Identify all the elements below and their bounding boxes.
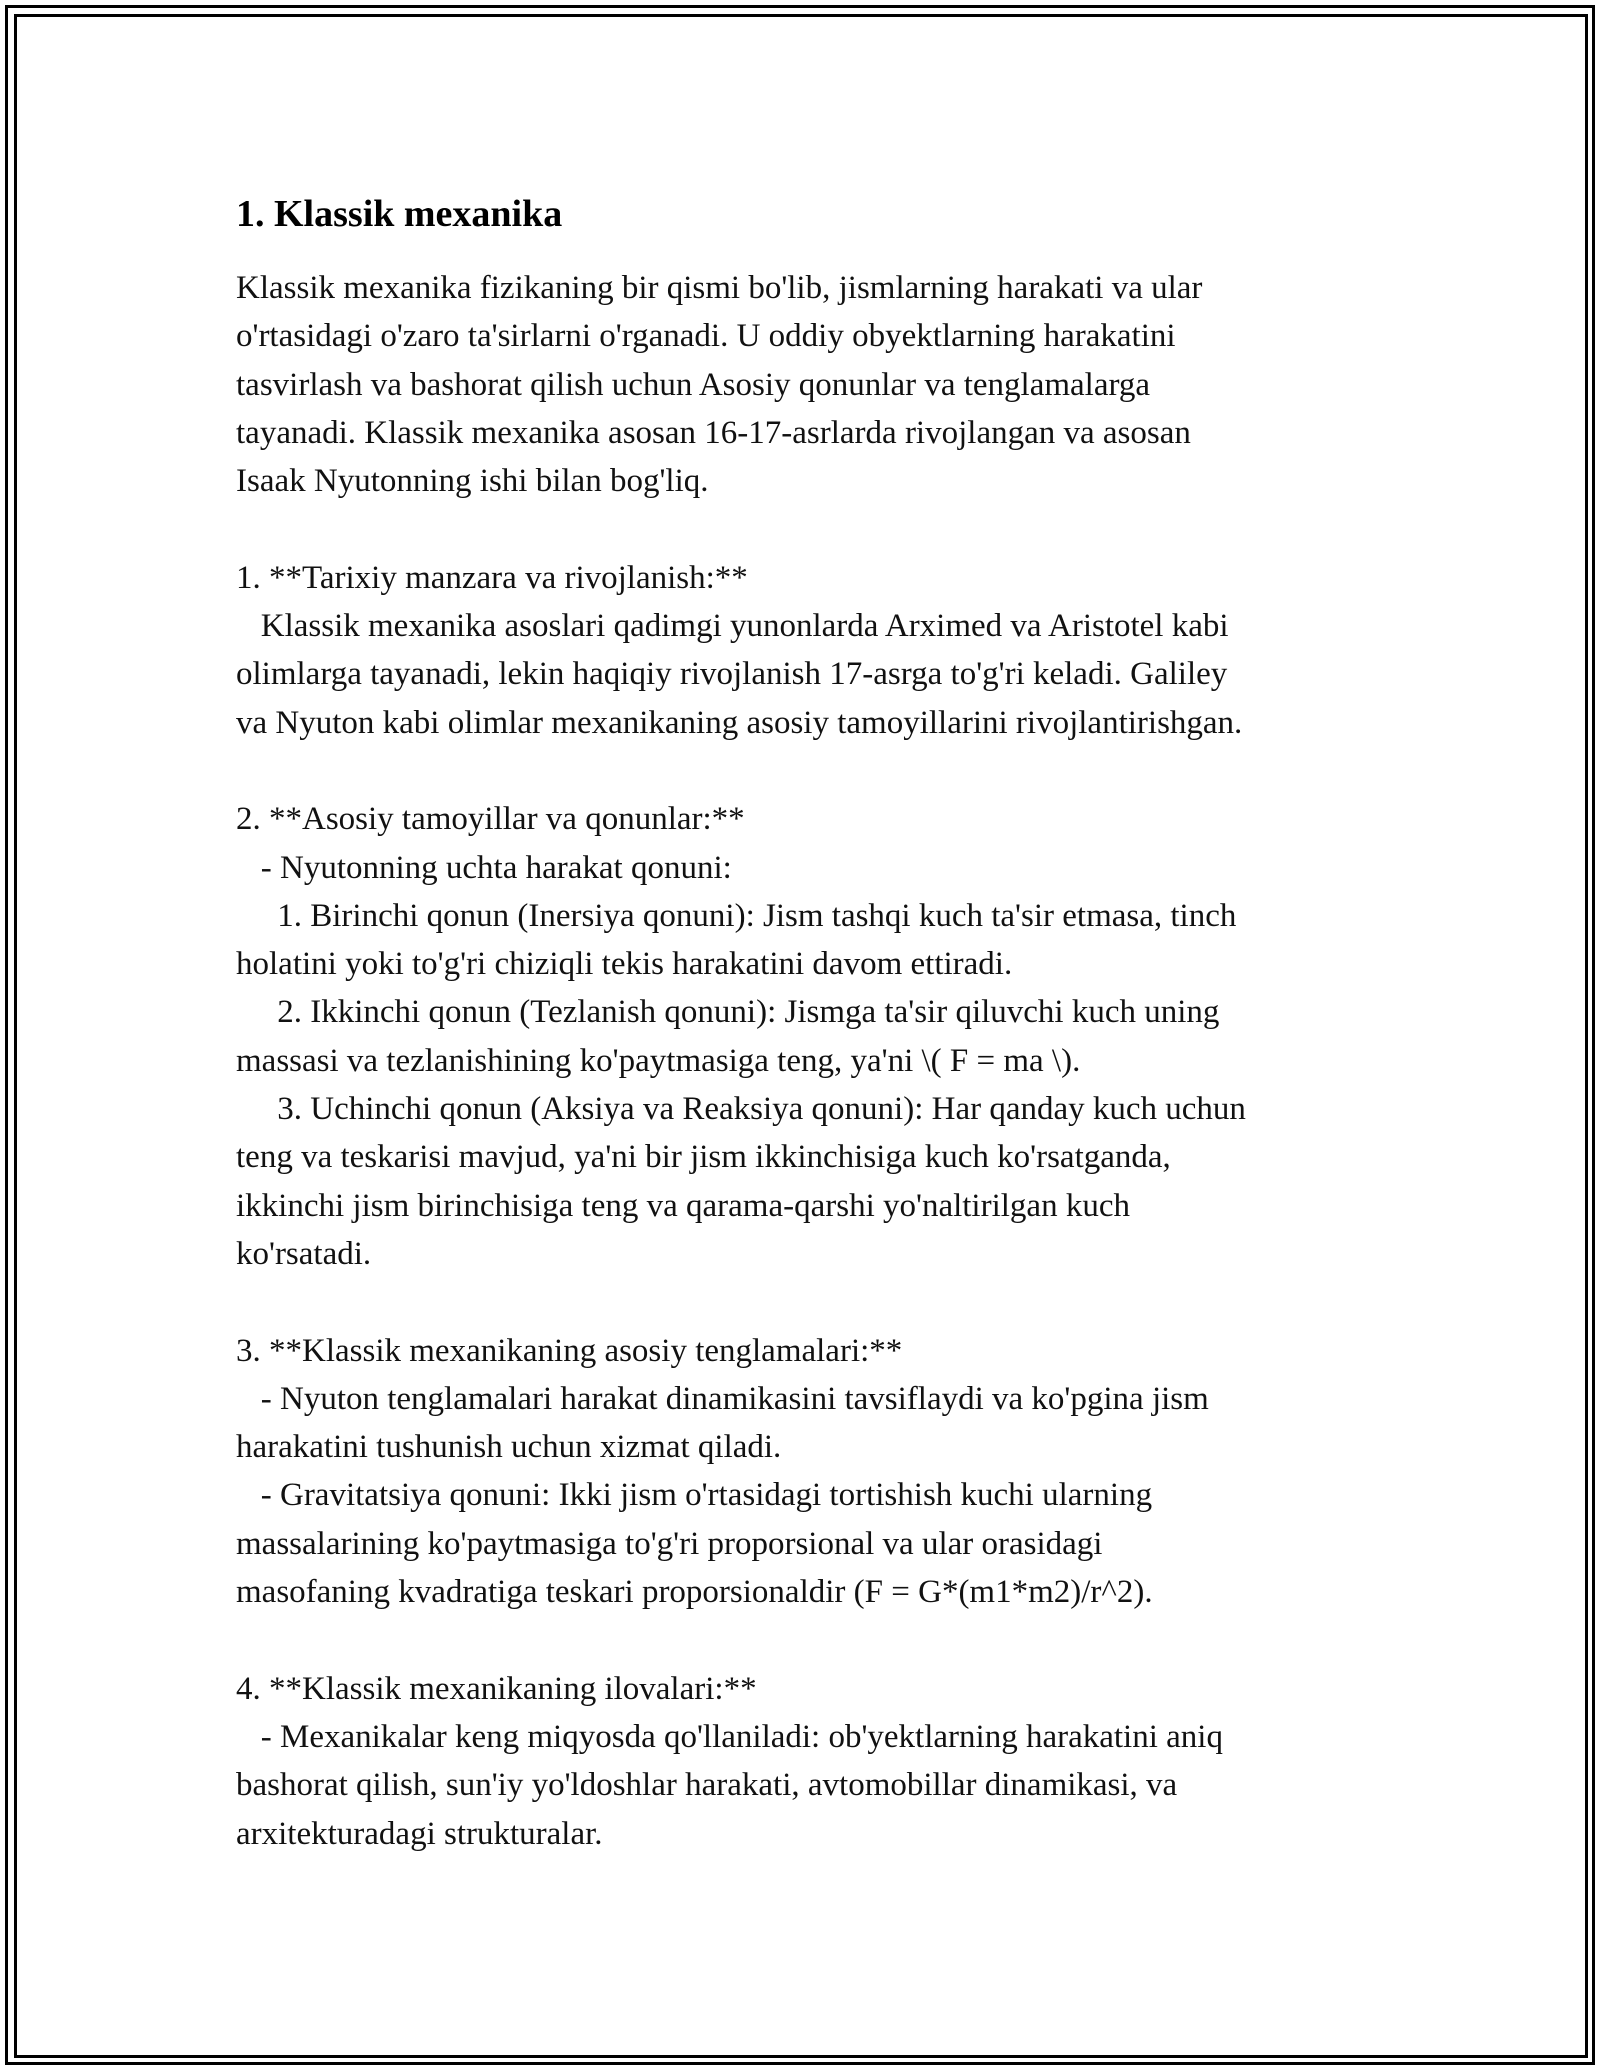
document-body: Klassik mexanika fizikaning bir qismi bo'lib, jismlarning harakati va ular o'rtasidagi o'zaro ta'sirlarni o'rganadi. U oddiy obyektlarning harakatini tasvirlash va bashorat qilish uchun Asosiy qonunlar va tenglamalarga tayanadi. Klassik mexanika asosan 16-17-asrlarda rivojlangan va asosan Isaak Nyutonning ishi bilan bog'liq. 1. **Tarixiy manzara va rivojlanish:** Klassik mexanika asoslari qadimgi yunonlarda Arximed va Aristotel kabi olimlarga tayanadi, lekin haqiqiy rivojlanish 17-asrga to'g'ri keladi. Galiley va Nyuton kabi olimlar mexanikaning asosiy tamoyillarini rivojlantirishgan. 2. **Asosiy tamoyillar va qonunlar:** - Nyutonning uchta harakat qonuni: 1. Birinchi qonun (Inersiya qonuni): Jism tashqi kuch ta'sir etmasa, tinch holatini yoki to'g'ri chiziqli tekis harakatini davom ettiradi. 2. Ikkinchi qonun (Tezlanish qonuni): Jismga ta'sir qiluvchi kuch uning massasi va tezlanishining ko'paytmasiga teng, ya'ni \( F = ma \). 3. Uchinchi qonun (Aksiya va Reaksiya qonuni): Har qanday kuch uchun teng va teskarisi mavjud, ya'ni bir jism ikkinchisiga kuch ko'rsatganda, ikkinchi jism birinchisiga teng va qarama-qarshi yo'naltirilgan kuch ko'rsatadi. 3. **Klassik mexanikaning asosiy tenglamalari:** - Nyuton tenglamalari harakat dinamikasini tavsiflaydi va ko'pgina jism harakatini tushunish uchun xizmat qiladi. - Gravitatsiya qonuni: Ikki jism o'rtasidagi tortishish kuchi ularning massalarining ko'paytmasiga to'g'ri proporsional va ular orasidagi masofaning kvadratiga teskari proporsionaldir (F = G*(m1*m2)/r^2). 4. **Klassik mexanikaning ilovalari:** - Mexanikalar keng miqyosda qo'llaniladi: ob'yektlarning harakatini aniq bashorat qilish, sun'iy yo'ldoshlar harakati, avtomobillar dinamikasi, va arxitekturadagi strukturalar. [236, 270, 1246, 1852]
document-title: 1. Klassik mexanika [236, 193, 563, 235]
document-content [236, 186, 1386, 1858]
